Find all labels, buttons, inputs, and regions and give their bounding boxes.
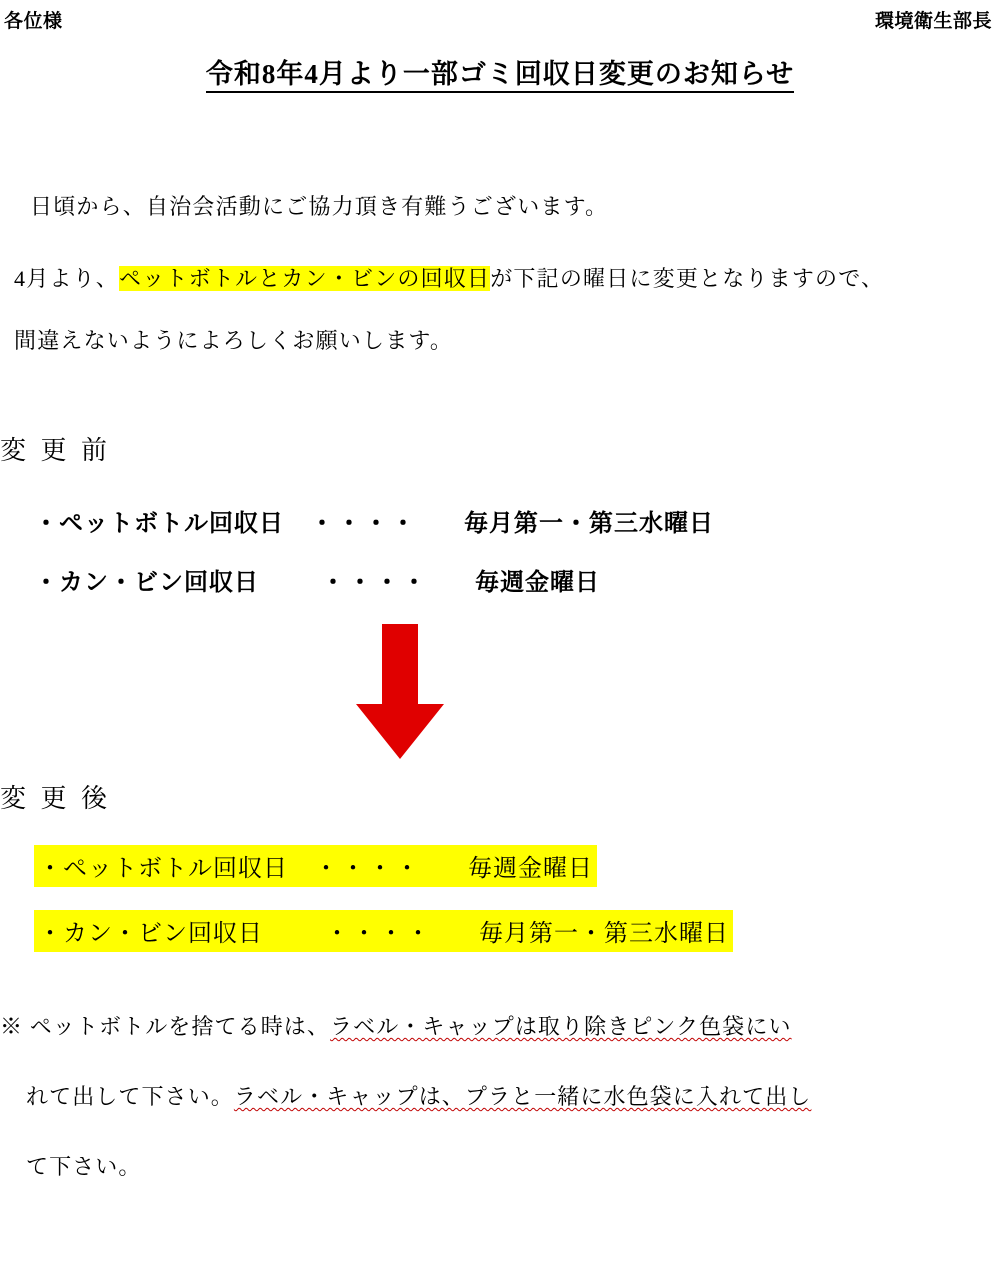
after-item-1-dots: ・・・・	[314, 856, 422, 882]
issuer-text: 環境衛生部長	[874, 11, 992, 32]
section-heading-after: 変 更 後	[0, 784, 112, 813]
note-line-1-b: ラベル・キャップは取り除きピンク色袋にい	[330, 1014, 792, 1039]
change-notice-suffix: が下記の曜日に変更となりますので、	[490, 266, 885, 291]
change-notice-prefix: 4月より、	[14, 266, 120, 291]
before-item-2-label: ・カン・ビン回収日	[34, 570, 259, 596]
down-arrow-icon	[355, 624, 445, 760]
after-item-1-label: ・ペットボトル回収日	[38, 856, 288, 882]
before-item-1-dots: ・・・・	[310, 511, 418, 537]
before-item-1-value: 毎月第一・第三水曜日	[464, 511, 714, 537]
page-title	[0, 52, 1000, 91]
change-notice-paragraph	[14, 266, 884, 292]
note-line-2	[26, 1080, 811, 1111]
after-item-2-value: 毎月第一・第三水曜日	[479, 921, 729, 947]
header-row	[0, 6, 1000, 33]
note-line-1	[0, 1010, 792, 1041]
change-notice-paragraph-cont: 間違えないようによろしくお願いします。	[14, 328, 454, 353]
before-item-1-label: ・ペットボトル回収日	[34, 511, 284, 537]
note-line-2-a: れて出して下さい。	[26, 1084, 234, 1109]
note-line-2-b: ラベル・キャップは、プラと一緒に水色袋に入れて出し	[233, 1084, 812, 1109]
before-item-1	[34, 503, 714, 538]
note-line-3: て下さい。	[26, 1154, 142, 1179]
note-line-1-a: ペットボトルを捨てる時は、	[23, 1014, 331, 1039]
change-notice-highlight: ペットボトルとカン・ビンの回収日	[119, 266, 491, 291]
section-heading-before: 変 更 前	[0, 436, 112, 465]
after-item-1	[34, 845, 597, 887]
after-item-2-label: ・カン・ビン回収日	[38, 921, 263, 947]
greeting-paragraph: 日頃から、自治会活動にご協力頂き有難うございます。	[30, 194, 609, 219]
addressee-text: 各位様	[4, 11, 63, 32]
after-item-2	[34, 910, 733, 952]
before-item-2-value: 毎週金曜日	[475, 570, 600, 596]
note-marker: ※	[0, 1014, 24, 1039]
after-item-2-dots: ・・・・	[325, 921, 433, 947]
before-item-2	[34, 562, 600, 597]
after-item-1-value: 毎週金曜日	[468, 856, 593, 882]
before-item-2-dots: ・・・・	[321, 570, 429, 596]
page-title-text: 令和8年4月より一部ゴミ回収日変更のお知らせ	[206, 59, 794, 93]
